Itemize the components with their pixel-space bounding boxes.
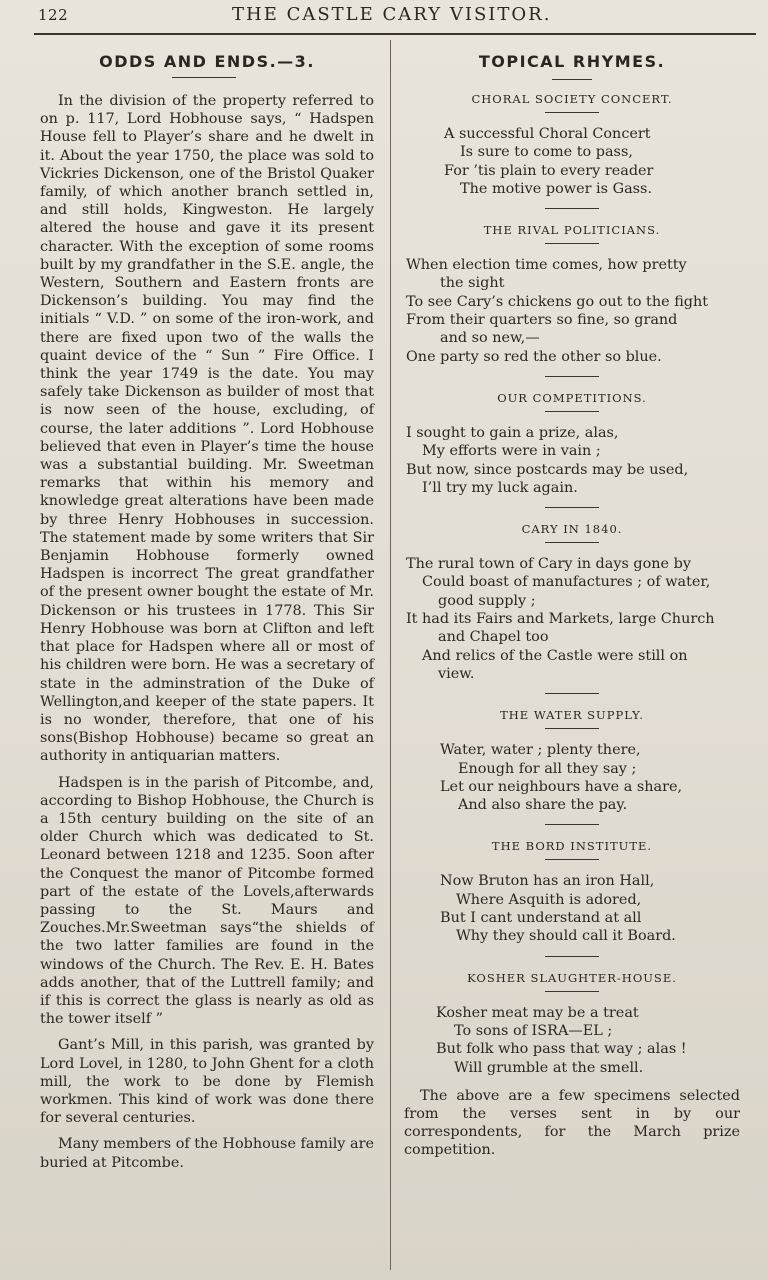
article-paragraph: In the division of the property referred to on p. 117, Lord Hobhouse says, “ Hadspen House fell to Player’s share and he dwelt in it. About the year 1750, the place was sold to Vickries Dickenson, one of the Bristol Quaker family, of which another branch settled in, and still holds, Kingweston. He largely altered the house and gave it its present character. With the exception of some rooms built by my grandfather in the S.E. angle, the Western, Southern and Eastern fronts are Dickenson’s building. You may find the initials “ V.D. ” on some of the iron-work, and there are fixed upon two of the walls the quaint device of the “ Sun ” Fire Office. I think the year 1749 is the date. You may safely take Dickenson as builder of most that is now seen of the house, excluding, of course, the later additions ”. Lord Hobhouse believed that even in Player’s time the house was a substantial building. Mr. Sweetman remarks that within his memory and knowledge great alterations have been made by three Henry Hobhouses in succession. The statement made by some writers that Sir Benjamin Hobhouse formerly owned Hadspen is incorrect The great grandfather of the present owner bought the estate of Mr. Dickenson or his trustees in 1778. This Sir Henry Hobhouse was born at Clifton and left that place for Hadspen where all or most of his children were born. He was a secretary of state in the adminstration of the Duke of Wellington,and keeper of the state papers. It is no wonder, therefore, that one of his sons(Bishop Hobhouse) became so great an authority in antiquarian matters. bbox=[40, 93, 374, 765]
rhyme-rule bbox=[545, 728, 599, 729]
rhyme-title: KOSHER SLAUGHTER-HOUSE. bbox=[467, 970, 677, 985]
section-rule bbox=[545, 956, 599, 957]
verse-line: the sight bbox=[440, 275, 505, 292]
verse-line: And also share the pay. bbox=[458, 797, 628, 814]
rhyme-title: OUR COMPETITIONS. bbox=[497, 390, 647, 405]
verse-line: From their quarters so fine, so grand bbox=[406, 312, 678, 329]
section-rule bbox=[545, 824, 599, 825]
rhyme-verse bbox=[404, 125, 740, 198]
verse-line: But folk who pass that way ; alas ! bbox=[436, 1041, 687, 1058]
column-divider bbox=[390, 40, 391, 1270]
title-rule bbox=[552, 79, 592, 80]
verse-line: When election time comes, how pretty bbox=[406, 257, 687, 274]
verse-line: Where Asquith is adored, bbox=[456, 891, 642, 908]
verse-line: Why they should call it Board. bbox=[456, 928, 676, 945]
section-rule bbox=[545, 507, 599, 508]
rhyme-verse bbox=[404, 555, 740, 683]
article-paragraph: Many members of the Hobhouse family are buried at Pitcombe. bbox=[40, 1136, 374, 1171]
verse-line: Could boast of manufactures ; of water, bbox=[422, 574, 711, 591]
verse-line: But now, since postcards may be used, bbox=[406, 461, 689, 478]
verse-line: It had its Fairs and Markets, large Church bbox=[406, 611, 715, 628]
verse-line: Will grumble at the smell. bbox=[454, 1059, 644, 1076]
verse-line: For ’tis plain to every reader bbox=[444, 162, 654, 179]
verse-line: And relics of the Castle were still on bbox=[422, 647, 688, 664]
article-title: ODDS AND ENDS.—3. bbox=[99, 52, 315, 71]
rhyme-verse bbox=[404, 872, 740, 945]
section-rule bbox=[545, 693, 599, 694]
rhyme-rule bbox=[545, 411, 599, 412]
verse-line: A successful Choral Concert bbox=[444, 126, 651, 142]
page-header bbox=[0, 0, 768, 34]
article-paragraph: Gant’s Mill, in this parish, was granted by Lord Lovel, in 1280, to John Ghent for a cloth mill, the work to be done by Flemish workmen. This kind of work was done there for several centuries. bbox=[40, 1037, 374, 1127]
verse-line: Let our neighbours have a share, bbox=[440, 778, 683, 795]
verse-line: view. bbox=[438, 665, 475, 682]
rhyme-title: THE RIVAL POLITICIANS. bbox=[483, 223, 661, 238]
section-rule bbox=[545, 376, 599, 377]
verse-line: Now Bruton has an iron Hall, bbox=[440, 873, 655, 890]
section-rule bbox=[545, 208, 599, 209]
rhyme-title: THE BORD INSTITUTE. bbox=[491, 839, 653, 854]
verse-line: Kosher meat may be a treat bbox=[436, 1004, 639, 1021]
rhyme-verse bbox=[404, 741, 740, 814]
verse-line: Is sure to come to pass, bbox=[460, 144, 633, 161]
verse-line: Enough for all they say ; bbox=[458, 760, 637, 777]
verse-line: I’ll try my luck again. bbox=[422, 479, 578, 496]
verse-line: I sought to gain a prize, alas, bbox=[406, 424, 619, 441]
title-rule bbox=[172, 77, 236, 78]
rhyme-rule bbox=[545, 991, 599, 992]
verse-line: To sons of ISRA—EL ; bbox=[454, 1022, 613, 1039]
verse-line: The rural town of Cary in days gone by bbox=[406, 556, 691, 573]
rhyme-rule bbox=[545, 542, 599, 543]
verse-line: But I cant understand at all bbox=[440, 910, 642, 927]
rhyme-rule bbox=[545, 112, 599, 113]
verse-line: One party so red the other so blue. bbox=[406, 348, 662, 365]
article-paragraph: Hadspen is in the parish of Pitcombe, and, according to Bishop Hobhouse, the Church is a 15th century building on the site of an older Church which was dedicated to St. Leonard between 1218 and 1235. Soon after the Conquest the manor of Pitcombe formed part of the estate of the Lovels,afterwards passing to the St. Maurs and Zouches.Mr.Sweetman says“the shields of the two latter families are found in the windows of the Church. The Rev. E. H. Bates adds another, that of the Luttrell family; and if this is correct the glass is nearly as old as the tower itself ” bbox=[40, 774, 374, 1028]
header-rule bbox=[34, 33, 756, 35]
rhyme-verse bbox=[404, 424, 740, 497]
rhyme-title: THE WATER SUPPLY. bbox=[500, 708, 644, 723]
verse-line: The motive power is Gass. bbox=[460, 180, 653, 197]
verse-line: Water, water ; plenty there, bbox=[440, 742, 641, 759]
rhyme-title: CHORAL SOCIETY CONCERT. bbox=[471, 92, 673, 106]
verse-line: To see Cary’s chickens go out to the fight bbox=[406, 293, 709, 310]
rhyme-title: CARY IN 1840. bbox=[521, 522, 623, 537]
page-number: 122 bbox=[38, 6, 69, 24]
closing-note: The above are a few specimens selected from the verses sent in by our correspondents, for the March prize competition. bbox=[404, 1087, 740, 1159]
rhyme-verse bbox=[404, 256, 740, 366]
verse-line: and so new,— bbox=[440, 330, 540, 347]
rhyme-rule bbox=[545, 243, 599, 244]
rhyme-verse bbox=[404, 1004, 740, 1077]
publication-title: THE CASTLE CARY VISITOR. bbox=[232, 4, 552, 25]
verse-line: good supply ; bbox=[438, 592, 536, 609]
verse-line: and Chapel too bbox=[438, 629, 549, 646]
right-column bbox=[404, 44, 740, 1160]
verse-line: My efforts were in vain ; bbox=[422, 443, 601, 460]
rhyme-rule bbox=[545, 859, 599, 860]
rhymes-title: TOPICAL RHYMES. bbox=[478, 52, 666, 71]
left-column bbox=[40, 44, 374, 1180]
